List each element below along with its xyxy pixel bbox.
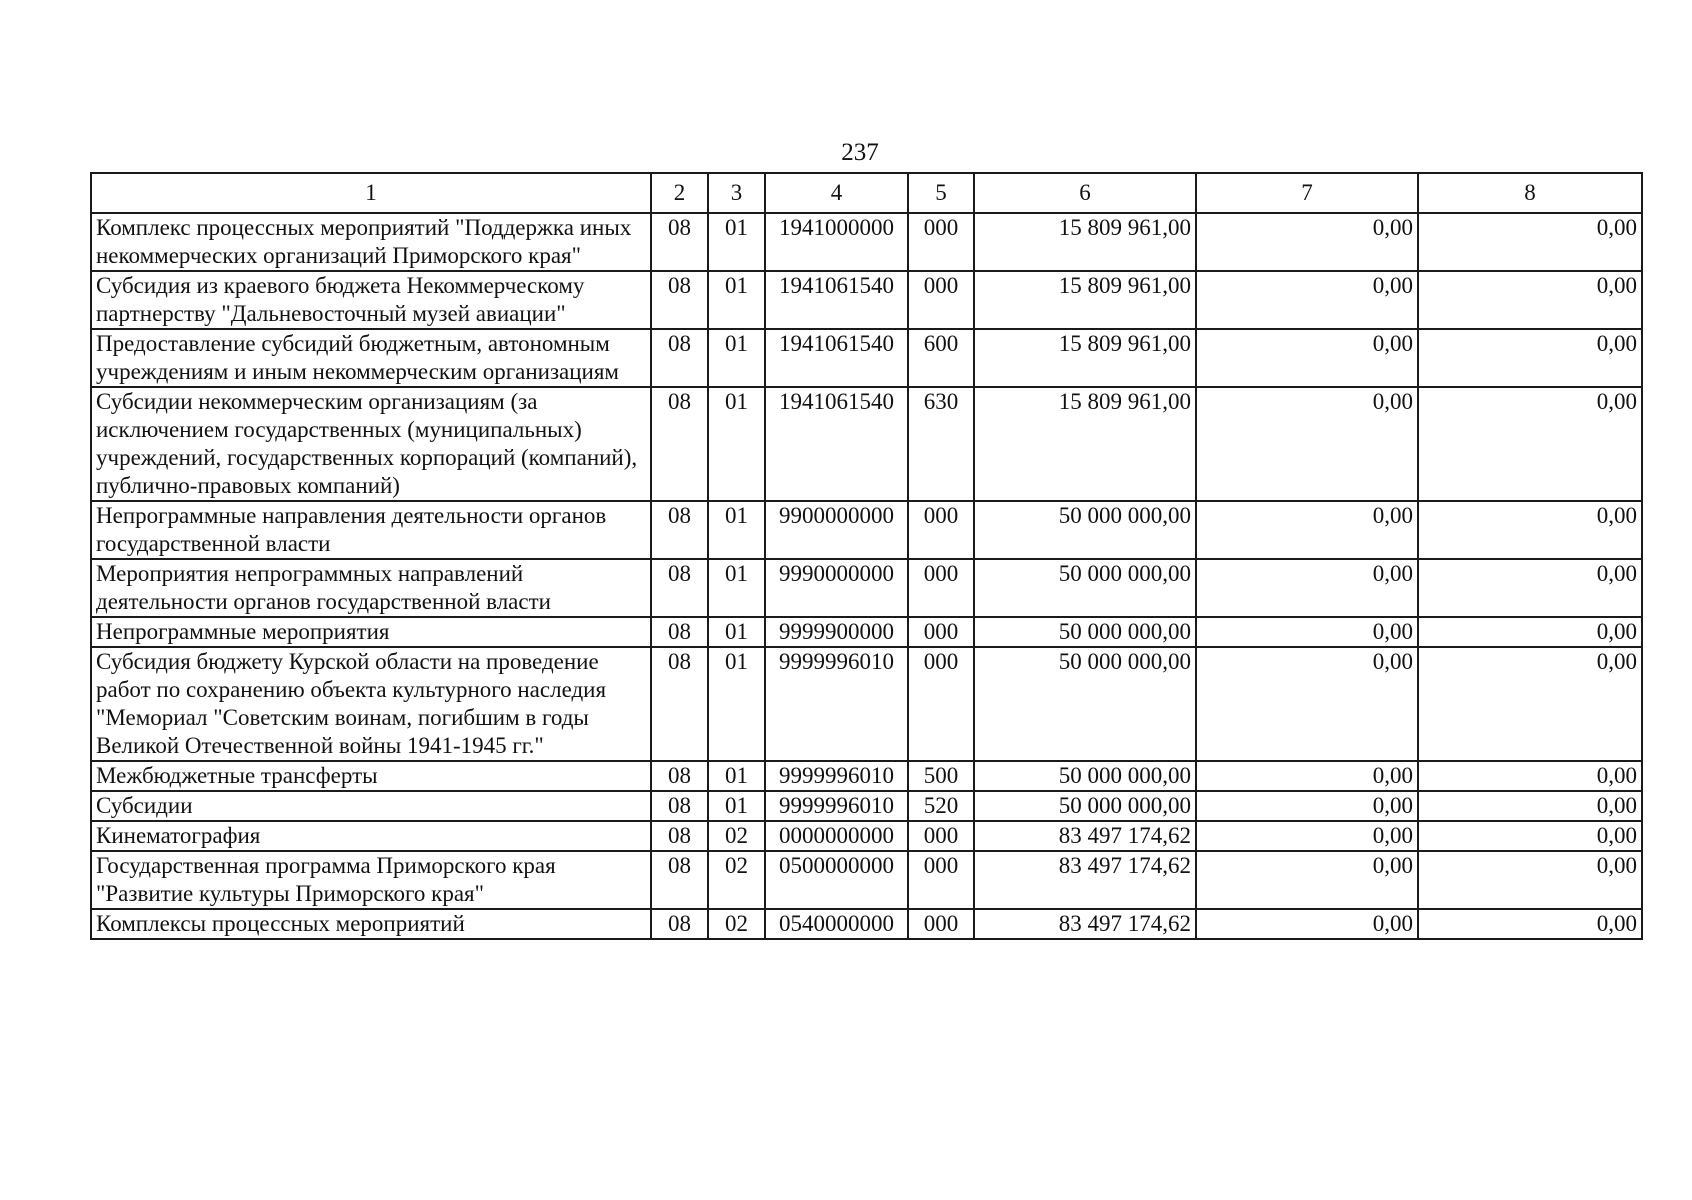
row-name: Субсидии bbox=[91, 791, 651, 821]
row-amount-col6: 50 000 000,00 bbox=[974, 791, 1196, 821]
row-subsection-code: 01 bbox=[708, 387, 765, 501]
row-name: Субсидия бюджету Курской области на проведение работ по сохранению объекта культурного наследия "Мемориал "Советским воинам, погибшим в годы Великой Отечественной войны 1941-1945 гг." bbox=[91, 647, 651, 761]
row-name: Государственная программа Приморского края "Развитие культуры Приморского края" bbox=[91, 851, 651, 909]
row-amount-col6: 50 000 000,00 bbox=[974, 559, 1196, 617]
table-row bbox=[91, 617, 1642, 647]
row-name: Комплекс процессных мероприятий "Поддержка иных некоммерческих организаций Приморского края" bbox=[91, 213, 651, 271]
table-row bbox=[91, 559, 1642, 617]
row-amount-col8: 0,00 bbox=[1418, 821, 1642, 851]
table-row bbox=[91, 791, 1642, 821]
row-target-article-code: 9900000000 bbox=[765, 501, 908, 559]
row-amount-col6: 15 809 961,00 bbox=[974, 213, 1196, 271]
row-amount-col7: 0,00 bbox=[1196, 213, 1418, 271]
row-target-article-code: 1941061540 bbox=[765, 329, 908, 387]
row-section-code: 08 bbox=[651, 647, 708, 761]
row-amount-col7: 0,00 bbox=[1196, 791, 1418, 821]
row-amount-col6: 15 809 961,00 bbox=[974, 387, 1196, 501]
table-row bbox=[91, 213, 1642, 271]
table-row bbox=[91, 647, 1642, 761]
row-amount-col8: 0,00 bbox=[1418, 501, 1642, 559]
row-amount-col8: 0,00 bbox=[1418, 617, 1642, 647]
row-target-article-code: 9999996010 bbox=[765, 791, 908, 821]
row-expense-type-code: 000 bbox=[908, 851, 974, 909]
row-amount-col7: 0,00 bbox=[1196, 501, 1418, 559]
row-expense-type-code: 000 bbox=[908, 617, 974, 647]
row-section-code: 08 bbox=[651, 791, 708, 821]
row-expense-type-code: 000 bbox=[908, 647, 974, 761]
row-name: Субсидии некоммерческим организациям (за исключением государственных (муниципальных) учреждений, государственных корпораций (компаний), публично-правовых компаний) bbox=[91, 387, 651, 501]
table-row bbox=[91, 329, 1642, 387]
row-expense-type-code: 600 bbox=[908, 329, 974, 387]
row-subsection-code: 01 bbox=[708, 791, 765, 821]
row-expense-type-code: 000 bbox=[908, 501, 974, 559]
row-subsection-code: 02 bbox=[708, 851, 765, 909]
row-section-code: 08 bbox=[651, 387, 708, 501]
column-header-1: 1 bbox=[91, 173, 651, 213]
row-amount-col7: 0,00 bbox=[1196, 821, 1418, 851]
row-section-code: 08 bbox=[651, 213, 708, 271]
row-target-article-code: 0540000000 bbox=[765, 909, 908, 939]
row-amount-col6: 83 497 174,62 bbox=[974, 851, 1196, 909]
row-amount-col8: 0,00 bbox=[1418, 329, 1642, 387]
row-name: Непрограммные направления деятельности органов государственной власти bbox=[91, 501, 651, 559]
table-row bbox=[91, 387, 1642, 501]
table-row bbox=[91, 821, 1642, 851]
row-subsection-code: 01 bbox=[708, 501, 765, 559]
row-subsection-code: 02 bbox=[708, 821, 765, 851]
column-header-3: 3 bbox=[708, 173, 765, 213]
row-subsection-code: 01 bbox=[708, 617, 765, 647]
row-amount-col8: 0,00 bbox=[1418, 761, 1642, 791]
row-expense-type-code: 000 bbox=[908, 559, 974, 617]
row-amount-col7: 0,00 bbox=[1196, 271, 1418, 329]
row-target-article-code: 1941061540 bbox=[765, 387, 908, 501]
row-amount-col8: 0,00 bbox=[1418, 213, 1642, 271]
row-section-code: 08 bbox=[651, 761, 708, 791]
row-target-article-code: 1941061540 bbox=[765, 271, 908, 329]
row-expense-type-code: 520 bbox=[908, 791, 974, 821]
row-name: Кинематография bbox=[91, 821, 651, 851]
column-header-6: 6 bbox=[974, 173, 1196, 213]
row-amount-col7: 0,00 bbox=[1196, 761, 1418, 791]
row-amount-col7: 0,00 bbox=[1196, 909, 1418, 939]
column-header-5: 5 bbox=[908, 173, 974, 213]
row-section-code: 08 bbox=[651, 559, 708, 617]
row-name: Комплексы процессных мероприятий bbox=[91, 909, 651, 939]
column-number-row bbox=[91, 173, 1642, 213]
row-section-code: 08 bbox=[651, 821, 708, 851]
row-amount-col8: 0,00 bbox=[1418, 909, 1642, 939]
table-row bbox=[91, 909, 1642, 939]
row-name: Межбюджетные трансферты bbox=[91, 761, 651, 791]
row-amount-col7: 0,00 bbox=[1196, 387, 1418, 501]
row-section-code: 08 bbox=[651, 501, 708, 559]
row-expense-type-code: 000 bbox=[908, 821, 974, 851]
row-amount-col6: 50 000 000,00 bbox=[974, 761, 1196, 791]
row-amount-col7: 0,00 bbox=[1196, 559, 1418, 617]
table-row bbox=[91, 271, 1642, 329]
page-number: 237 bbox=[841, 139, 879, 166]
column-header-8: 8 bbox=[1418, 173, 1642, 213]
table-row bbox=[91, 501, 1642, 559]
row-section-code: 08 bbox=[651, 329, 708, 387]
row-amount-col7: 0,00 bbox=[1196, 617, 1418, 647]
row-target-article-code: 0000000000 bbox=[765, 821, 908, 851]
row-amount-col8: 0,00 bbox=[1418, 387, 1642, 501]
row-name: Мероприятия непрограммных направлений деятельности органов государственной власти bbox=[91, 559, 651, 617]
row-subsection-code: 02 bbox=[708, 909, 765, 939]
row-target-article-code: 9999996010 bbox=[765, 647, 908, 761]
row-amount-col8: 0,00 bbox=[1418, 647, 1642, 761]
row-amount-col6: 50 000 000,00 bbox=[974, 647, 1196, 761]
row-amount-col6: 15 809 961,00 bbox=[974, 329, 1196, 387]
row-section-code: 08 bbox=[651, 909, 708, 939]
row-amount-col6: 15 809 961,00 bbox=[974, 271, 1196, 329]
row-amount-col7: 0,00 bbox=[1196, 329, 1418, 387]
row-name: Непрограммные мероприятия bbox=[91, 617, 651, 647]
row-target-article-code: 9990000000 bbox=[765, 559, 908, 617]
row-subsection-code: 01 bbox=[708, 271, 765, 329]
row-subsection-code: 01 bbox=[708, 647, 765, 761]
row-amount-col8: 0,00 bbox=[1418, 791, 1642, 821]
row-amount-col6: 83 497 174,62 bbox=[974, 909, 1196, 939]
row-amount-col6: 83 497 174,62 bbox=[974, 821, 1196, 851]
row-section-code: 08 bbox=[651, 851, 708, 909]
row-amount-col6: 50 000 000,00 bbox=[974, 617, 1196, 647]
row-target-article-code: 0500000000 bbox=[765, 851, 908, 909]
row-expense-type-code: 000 bbox=[908, 909, 974, 939]
row-section-code: 08 bbox=[651, 617, 708, 647]
row-subsection-code: 01 bbox=[708, 329, 765, 387]
column-header-4: 4 bbox=[765, 173, 908, 213]
table-row bbox=[91, 851, 1642, 909]
row-amount-col7: 0,00 bbox=[1196, 851, 1418, 909]
row-amount-col8: 0,00 bbox=[1418, 271, 1642, 329]
column-header-7: 7 bbox=[1196, 173, 1418, 213]
row-name: Предоставление субсидий бюджетным, автономным учреждениям и иным некоммерческим организациям bbox=[91, 329, 651, 387]
row-subsection-code: 01 bbox=[708, 213, 765, 271]
row-name: Субсидия из краевого бюджета Некоммерческому партнерству "Дальневосточный музей авиации" bbox=[91, 271, 651, 329]
row-amount-col7: 0,00 bbox=[1196, 647, 1418, 761]
row-subsection-code: 01 bbox=[708, 761, 765, 791]
row-section-code: 08 bbox=[651, 271, 708, 329]
budget-table bbox=[90, 172, 1643, 940]
row-target-article-code: 9999900000 bbox=[765, 617, 908, 647]
row-expense-type-code: 000 bbox=[908, 213, 974, 271]
row-subsection-code: 01 bbox=[708, 559, 765, 617]
row-expense-type-code: 500 bbox=[908, 761, 974, 791]
row-target-article-code: 9999996010 bbox=[765, 761, 908, 791]
column-header-2: 2 bbox=[651, 173, 708, 213]
row-amount-col8: 0,00 bbox=[1418, 559, 1642, 617]
row-amount-col8: 0,00 bbox=[1418, 851, 1642, 909]
row-expense-type-code: 000 bbox=[908, 271, 974, 329]
row-amount-col6: 50 000 000,00 bbox=[974, 501, 1196, 559]
table-row bbox=[91, 761, 1642, 791]
row-target-article-code: 1941000000 bbox=[765, 213, 908, 271]
row-expense-type-code: 630 bbox=[908, 387, 974, 501]
